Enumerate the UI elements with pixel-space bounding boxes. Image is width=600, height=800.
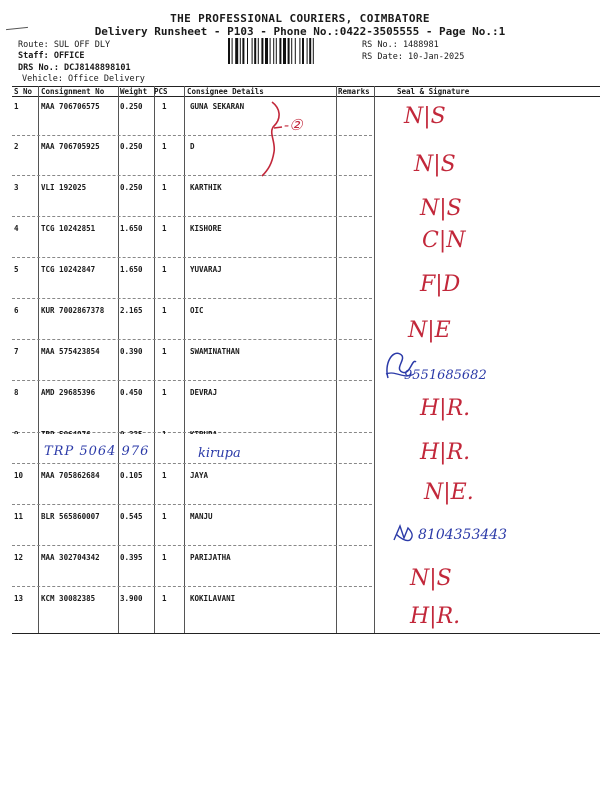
- row-consignee: KIRUPA: [190, 430, 218, 439]
- row-weight: 0.395: [120, 553, 143, 562]
- col-header-sno: S No: [14, 87, 33, 96]
- row-separator: [12, 339, 372, 340]
- row-sno: 7: [14, 347, 19, 356]
- row-separator: [12, 586, 372, 587]
- row-consignee: MANJU: [190, 512, 213, 521]
- seal-mark-row-8: H|R.: [420, 396, 471, 421]
- handwritten-consignment: TRP 5064 976: [44, 444, 150, 459]
- row-pcs: 1: [162, 265, 167, 274]
- row-weight: 0.250: [120, 183, 143, 192]
- row-consignment: MAA 575423854: [41, 347, 100, 356]
- row-consignment: TCG 10242851: [41, 224, 96, 233]
- route-text: Route: SUL OFF DLY: [18, 40, 111, 50]
- row-consignee: DEVRAJ: [190, 388, 218, 397]
- row-separator: [12, 504, 372, 505]
- seal-mark-row-10: N|E.: [424, 480, 474, 505]
- drs-text: DRS No.: DCJ8148898101: [18, 63, 131, 73]
- row-consignee: D: [190, 142, 195, 151]
- row-sno: 5: [14, 265, 19, 274]
- row-consignment: MAA 705862684: [41, 471, 100, 480]
- seal-mark-row-5: F|D: [420, 272, 461, 297]
- bracket-mark: [258, 98, 328, 178]
- seal-mark-row-13: H|R.: [410, 604, 461, 629]
- row-consignment: TRP 5064976: [41, 430, 91, 439]
- col-header-pcs: PCS: [154, 87, 168, 96]
- handwritten-phone-row11: 8104353443: [418, 527, 508, 543]
- row-consignee: SWAMINATHAN: [190, 347, 240, 356]
- row-separator: [12, 463, 372, 464]
- row-consignee: JAYA: [190, 471, 209, 480]
- seal-mark-row-4: C|N: [422, 228, 466, 253]
- row-consignment: MAA 302704342: [41, 553, 100, 562]
- row-sno: 4: [14, 224, 19, 233]
- row-consignee: GUNA SEKARAN: [190, 102, 245, 111]
- row-sno: 1: [14, 102, 19, 111]
- row-consignment: MAA 706706575: [41, 102, 100, 111]
- row-weight: 3.900: [120, 594, 143, 603]
- bracket-note: -②: [284, 116, 303, 134]
- row-weight: 0.250: [120, 142, 143, 151]
- row-pcs: 1: [162, 142, 167, 151]
- row-separator: [12, 257, 372, 258]
- row-sno: 13: [14, 594, 24, 603]
- row-consignee: KOKILAVANI: [190, 594, 236, 603]
- row-consignee: YUVARAJ: [190, 265, 222, 274]
- row-sno: 8: [14, 388, 19, 397]
- row-pcs: 1: [162, 553, 167, 562]
- row-pcs: 1: [162, 388, 167, 397]
- seal-mark-row-2: N|S: [414, 152, 456, 177]
- row-consignment: MAA 706705925: [41, 142, 100, 151]
- barcode-image: [228, 38, 356, 64]
- row-pcs: 1: [162, 102, 167, 111]
- handwritten-phone-row7: 9551685682: [404, 368, 487, 383]
- row-weight: 0.450: [120, 388, 143, 397]
- seal-mark-row-12: N|S: [410, 566, 452, 591]
- row-consignee: KARTHIK: [190, 183, 222, 192]
- row-sno: 3: [14, 183, 19, 192]
- row-pcs: 1: [162, 224, 167, 233]
- col-header-consignment: Consignment No: [41, 87, 105, 96]
- row-weight: 0.390: [120, 347, 143, 356]
- runsheet-line: Delivery Runsheet - P103 - Phone No.:0422-3505555 - Page No.:1: [94, 25, 506, 38]
- row-separator: [12, 298, 372, 299]
- row-sno: 6: [14, 306, 19, 315]
- row-separator: [12, 380, 372, 381]
- row-weight: 1.650: [120, 224, 143, 233]
- row-sno: 10: [14, 471, 24, 480]
- row-weight: 0.545: [120, 512, 143, 521]
- row-weight: 0.105: [120, 471, 143, 480]
- row-sno: 11: [14, 512, 24, 521]
- staff-text: Staff: OFFICE: [18, 51, 85, 61]
- row-consignment: BLR 565860007: [41, 512, 100, 521]
- row-pcs: 1: [162, 306, 167, 315]
- row-weight: 1.650: [120, 265, 143, 274]
- row-weight: 2.165: [120, 306, 143, 315]
- row-weight: 0.250: [120, 102, 143, 111]
- row-pcs: 1: [162, 512, 167, 521]
- handwritten-name: kirupa: [198, 446, 241, 461]
- row-consignee: PARIJATHA: [190, 553, 231, 562]
- row-separator: [12, 216, 372, 217]
- row-consignment: VLI 192025: [41, 183, 87, 192]
- row-consignment: TCG 10242847: [41, 265, 96, 274]
- col-header-seal: Seal & Signature: [397, 87, 470, 96]
- row-sno: 12: [14, 553, 24, 562]
- row-pcs: 1: [162, 183, 167, 192]
- col-header-weight: Weight: [120, 87, 148, 96]
- seal-mark-row-1: N|S: [404, 104, 446, 129]
- col-header-remarks: Remarks: [338, 87, 370, 96]
- rs-no-text: RS No.: 1488981: [362, 40, 439, 50]
- signature-scribble: [392, 522, 416, 544]
- row-pcs: 1: [162, 471, 167, 480]
- row-sno: 2: [14, 142, 19, 151]
- row-separator: [12, 545, 372, 546]
- row-pcs: 1: [162, 594, 167, 603]
- row-sno: 9: [14, 430, 19, 439]
- col-header-consignee: Consignee Details: [187, 87, 264, 96]
- row-consignment: KCM 30082385: [41, 594, 96, 603]
- row-consignee: KISHORE: [190, 224, 222, 233]
- row-consignment: KUR 7002867378: [41, 306, 105, 315]
- row-pcs: 1: [162, 430, 167, 439]
- row-consignment: AMD 29685396: [41, 388, 96, 397]
- company-title: THE PROFESSIONAL COURIERS, COIMBATORE: [170, 12, 430, 25]
- seal-mark-row-3: N|S: [420, 196, 462, 221]
- vehicle-text: Vehicle: Office Delivery: [22, 74, 145, 84]
- row-weight: 0.335: [120, 430, 143, 439]
- seal-mark-row-9: H|R.: [420, 440, 471, 465]
- seal-mark-row-6: N|E: [408, 318, 451, 343]
- row-consignee: OIC: [190, 306, 204, 315]
- row-pcs: 1: [162, 347, 167, 356]
- rs-date-text: RS Date: 10-Jan-2025: [362, 52, 465, 62]
